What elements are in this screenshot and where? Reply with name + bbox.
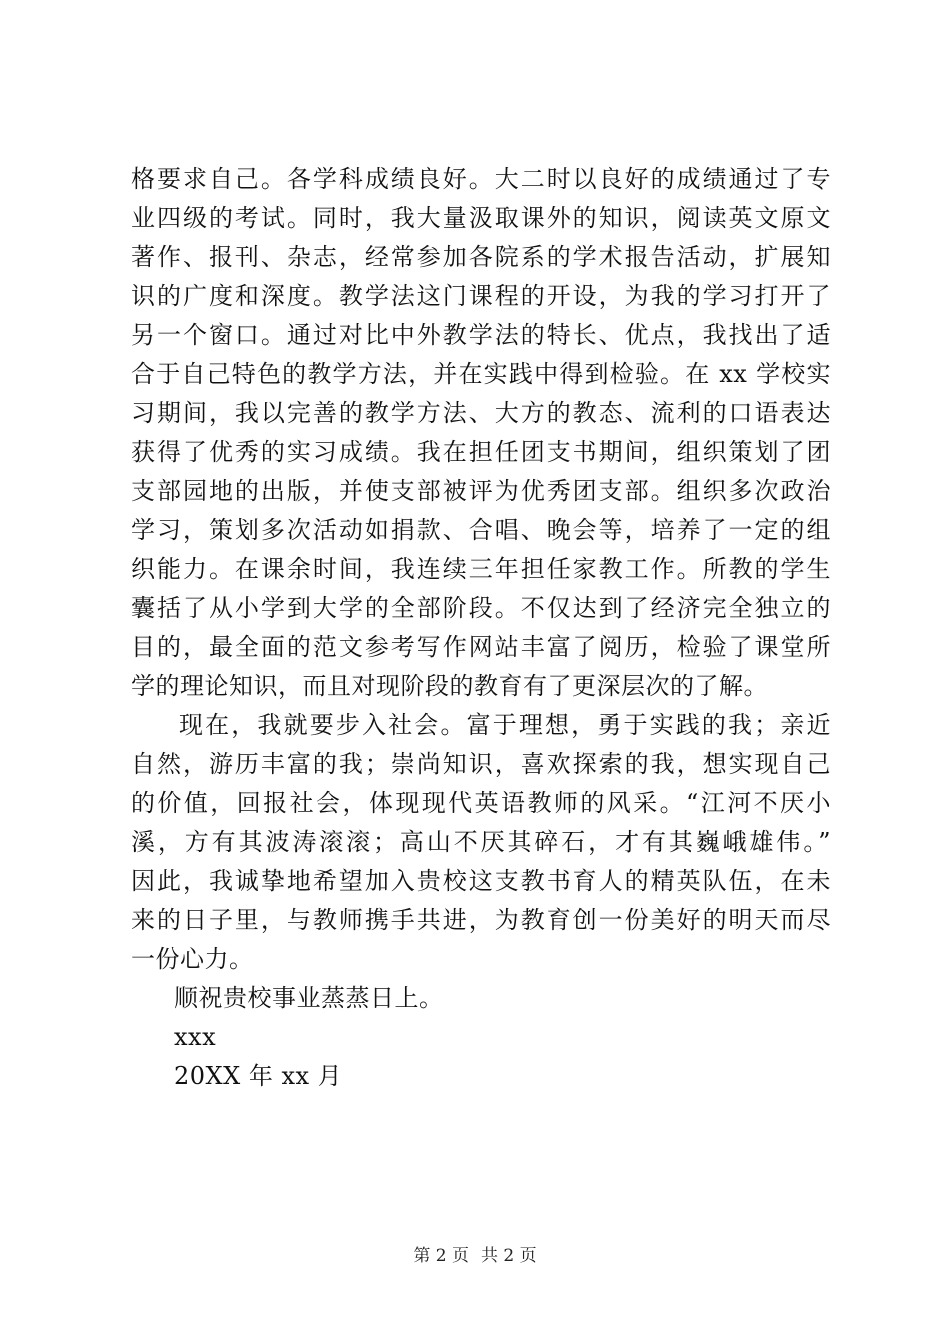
body-line: 溪，方有其波涛滚滚；高山不厌其碎石，才有其巍峨雄伟。” — [131, 828, 831, 856]
letter-body — [131, 160, 831, 1096]
signature: xxx — [174, 1023, 217, 1051]
body-line: 另一个窗口。通过对比中外教学法的特长、优点，我找出了适 — [131, 321, 831, 349]
body-line: 格要求自己。各学科成绩良好。大二时以良好的成绩通过了专 — [131, 165, 831, 193]
date: 20XX 年 xx 月 — [174, 1062, 343, 1090]
body-line: 来的日子里，与教师携手共进，为教育创一份美好的明天而尽 — [131, 906, 831, 934]
body-line: 因此，我诚挚地希望加入贵校这支教书育人的精英队伍，在未 — [131, 867, 831, 895]
body-line: 现在，我就要步入社会。富于理想，勇于实践的我；亲近 — [179, 711, 831, 739]
body-line: 囊括了从小学到大学的全部阶段。不仅达到了经济完全独立的 — [131, 594, 831, 622]
body-line: 著作、报刊、杂志，经常参加各院系的学术报告活动，扩展知 — [131, 243, 831, 271]
body-line: 获得了优秀的实习成绩。我在担任团支书期间，组织策划了团 — [131, 438, 831, 466]
body-line: 自然，游历丰富的我；崇尚知识，喜欢探索的我，想实现自己 — [131, 750, 831, 778]
page-total: 共 2 页 — [481, 1246, 537, 1266]
page-footer — [0, 1244, 950, 1268]
body-line: 织能力。在课余时间，我连续三年担任家教工作。所教的学生 — [131, 555, 831, 583]
body-line: 学习，策划多次活动如捐款、合唱、晚会等，培养了一定的组 — [131, 516, 831, 544]
body-line: 的价值，回报社会，体现现代英语教师的风采。“江河不厌小 — [131, 789, 831, 817]
body-line: 学的理论知识，而且对现阶段的教育有了更深层次的了解。 — [131, 672, 768, 700]
page-number: 第 2 页 — [413, 1246, 469, 1266]
body-line: 业四级的考试。同时，我大量汲取课外的知识，阅读英文原文 — [131, 204, 831, 232]
body-line: 目的，最全面的范文参考写作网站丰富了阅历，检验了课堂所 — [131, 633, 831, 661]
body-line: 合于自己特色的教学方法，并在实践中得到检验。在 xx 学校实 — [131, 360, 831, 388]
body-line: 识的广度和深度。教学法这门课程的开设，为我的学习打开了 — [131, 282, 831, 310]
body-line: 支部园地的出版，并使支部被评为优秀团支部。组织多次政治 — [131, 477, 831, 505]
closing-line: 顺祝贵校事业蒸蒸日上。 — [174, 984, 444, 1012]
body-line: 一份心力。 — [131, 945, 254, 973]
body-line: 习期间，我以完善的教学方法、大方的教态、流利的口语表达 — [131, 399, 831, 427]
